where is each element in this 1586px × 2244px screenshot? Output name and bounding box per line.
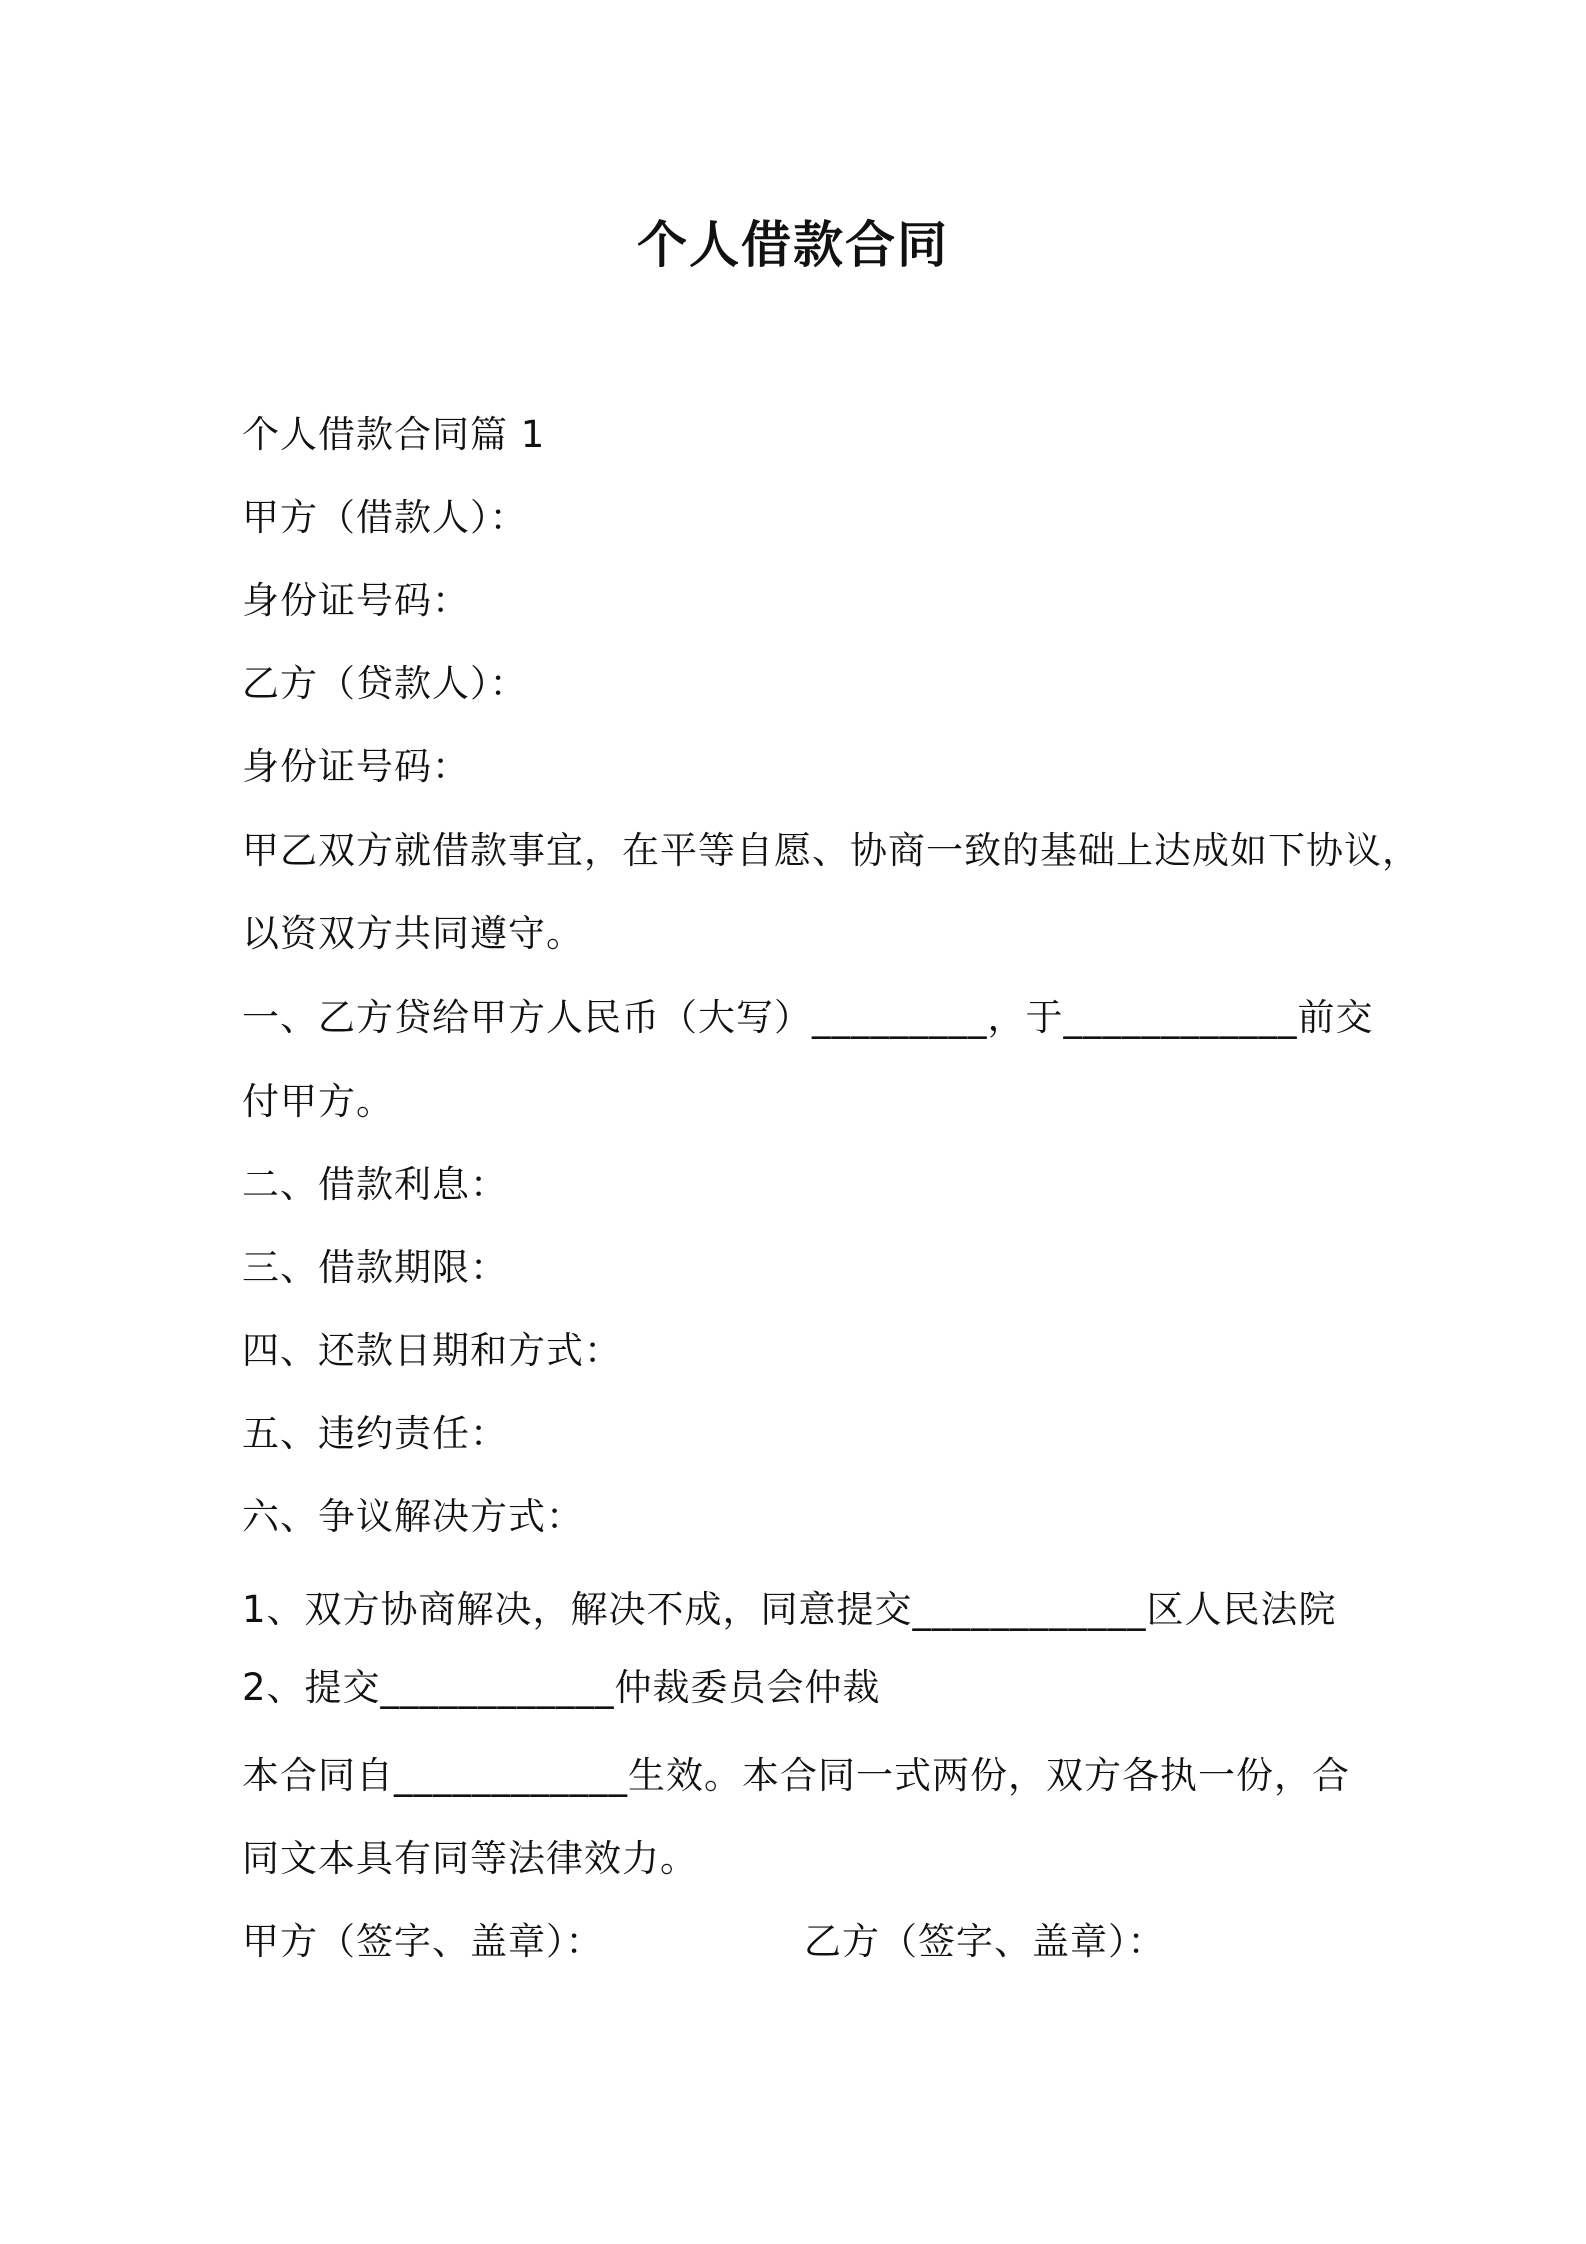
document-title: 个人借款合同 (637, 216, 949, 274)
party-b-label: 乙方（贷款人）： (242, 662, 528, 705)
section-heading: 个人借款合同篇 1 (242, 413, 546, 456)
party-a-signature-label: 甲方（签字、盖章）： (242, 1920, 604, 1963)
clause-1-line-2: 付甲方。 (242, 1080, 394, 1123)
effective-clause-line-1: 本合同自____________生效。本合同一式两份，双方各执一份，合 (242, 1754, 1350, 1797)
party-a-label: 甲方（借款人）： (242, 496, 528, 539)
effective-clause-line-2: 同文本具有同等法律效力。 (242, 1837, 698, 1880)
clause-3: 三、借款期限： (242, 1246, 508, 1289)
clause-5: 五、违约责任： (242, 1412, 508, 1455)
clause-1-line-1: 一、乙方贷给甲方人民币（大写）_________，于____________前交 (242, 996, 1374, 1039)
clause-4: 四、还款日期和方式： (242, 1329, 622, 1372)
clause-2: 二、借款利息： (242, 1163, 508, 1206)
clause-6: 六、争议解决方式： (242, 1495, 584, 1538)
party-b-signature-label: 乙方（签字、盖章）： (804, 1920, 1166, 1963)
dispute-option-1: 1、双方协商解决，解决不成，同意提交____________区人民法院 (242, 1588, 1337, 1631)
agreement-intro-line-1: 甲乙双方就借款事宜，在平等自愿、协商一致的基础上达成如下协议， (242, 829, 1420, 872)
dispute-option-2: 2、提交____________仲裁委员会仲裁 (242, 1666, 881, 1709)
agreement-intro-line-2: 以资双方共同遵守。 (242, 912, 584, 955)
party-b-id-label: 身份证号码： (242, 745, 470, 788)
party-a-id-label: 身份证号码： (242, 579, 470, 622)
